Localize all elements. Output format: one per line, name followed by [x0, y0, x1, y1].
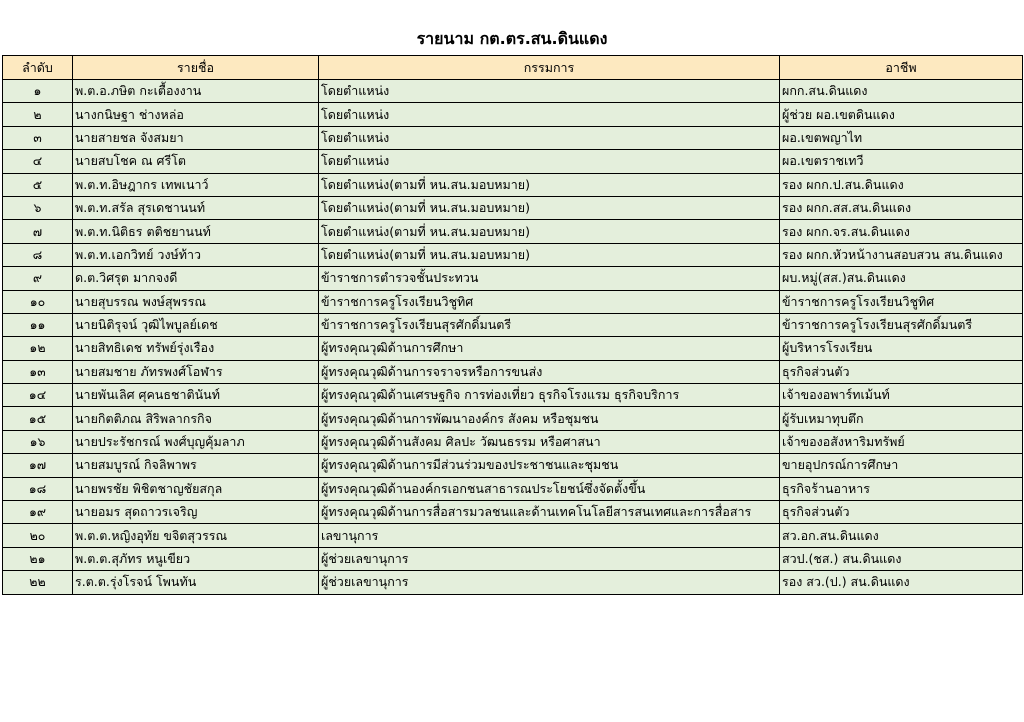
cell-committee: โดยตำแหน่ง(ตามที่ หน.สน.มอบหมาย) — [319, 243, 780, 266]
cell-committee: ผู้ทรงคุณวุฒิด้านองค์กรเอกชนสาธารณประโยชน์ซึ่งจัดตั้งขึ้น — [319, 477, 780, 500]
cell-occupation: รอง สว.(ป.) สน.ดินแดง — [780, 571, 1023, 594]
cell-committee: ผู้ทรงคุณวุฒิด้านการสื่อสารมวลชนและด้านเทคโนโลยีสารสนเทศและการสื่อสาร — [319, 501, 780, 524]
header-name: รายชื่อ — [73, 56, 319, 80]
table-row — [3, 430, 1023, 453]
cell-name: พ.ต.ท.เอกวิทย์ วงษ์ท้าว — [73, 243, 319, 266]
cell-occupation: ข้าราชการครูโรงเรียนสุรศักดิ์มนตรี — [780, 313, 1023, 336]
cell-committee: โดยตำแหน่ง — [319, 103, 780, 126]
table-row — [3, 407, 1023, 430]
table-header-row — [3, 56, 1023, 80]
table-row — [3, 220, 1023, 243]
cell-order: ๓ — [3, 126, 73, 149]
cell-occupation: ผอ.เขตพญาไท — [780, 126, 1023, 149]
cell-occupation: ผู้บริหารโรงเรียน — [780, 337, 1023, 360]
cell-order: ๑๒ — [3, 337, 73, 360]
cell-name: นายสมชาย ภัทรพงศ์โอฬาร — [73, 360, 319, 383]
cell-committee: ผู้ช่วยเลขานุการ — [319, 547, 780, 570]
table-row — [3, 384, 1023, 407]
cell-occupation: ผอ.เขตราชเทวี — [780, 150, 1023, 173]
cell-occupation: สว.อก.สน.ดินแดง — [780, 524, 1023, 547]
cell-occupation: ข้าราชการครูโรงเรียนวิชูทิศ — [780, 290, 1023, 313]
cell-occupation: ขายอุปกรณ์การศึกษา — [780, 454, 1023, 477]
cell-order: ๙ — [3, 267, 73, 290]
cell-committee: ผู้ทรงคุณวุฒิด้านการมีส่วนร่วมของประชาชนและชุมชน — [319, 454, 780, 477]
cell-committee: โดยตำแหน่ง(ตามที่ หน.สน.มอบหมาย) — [319, 196, 780, 219]
cell-order: ๑๘ — [3, 477, 73, 500]
cell-order: ๑๖ — [3, 430, 73, 453]
cell-order: ๖ — [3, 196, 73, 219]
cell-occupation: สวป.(ชส.) สน.ดินแดง — [780, 547, 1023, 570]
cell-name: ด.ต.วิศรุต มากจงดี — [73, 267, 319, 290]
cell-name: นายพันเลิศ ศุคนธชาตินันท์ — [73, 384, 319, 407]
cell-committee: โดยตำแหน่ง — [319, 80, 780, 103]
cell-name: นายนิติรุจน์ วุฒิไพบูลย์เดช — [73, 313, 319, 336]
table-row — [3, 477, 1023, 500]
table-row — [3, 243, 1023, 266]
cell-committee: ผู้ทรงคุณวุฒิด้านเศรษฐกิจ การท่องเที่ยว ธุรกิจโรงแรม ธุรกิจบริการ — [319, 384, 780, 407]
cell-occupation: ผบ.หมู่(สส.)สน.ดินแดง — [780, 267, 1023, 290]
cell-occupation: เจ้าของอพาร์ทเม้นท์ — [780, 384, 1023, 407]
cell-name: นายพรชัย พิชิตชาญชัยสกุล — [73, 477, 319, 500]
table-row — [3, 501, 1023, 524]
cell-committee: โดยตำแหน่ง — [319, 150, 780, 173]
cell-occupation: ธุรกิจส่วนตัว — [780, 501, 1023, 524]
cell-committee: โดยตำแหน่ง — [319, 126, 780, 149]
header-committee: กรรมการ — [319, 56, 780, 80]
cell-committee: เลขานุการ — [319, 524, 780, 547]
cell-name: นายประรัชกรณ์ พงศ์บุญคุ้มลาภ — [73, 430, 319, 453]
cell-committee: ข้าราชการครูโรงเรียนสุรศักดิ์มนตรี — [319, 313, 780, 336]
cell-order: ๑๐ — [3, 290, 73, 313]
cell-name: ร.ต.ต.รุ่งโรจน์ โพนทัน — [73, 571, 319, 594]
table-row — [3, 337, 1023, 360]
table-row — [3, 360, 1023, 383]
cell-order: ๑๙ — [3, 501, 73, 524]
cell-name: พ.ต.อ.ภษิต กะเตื้องงาน — [73, 80, 319, 103]
cell-occupation: ผู้ช่วย ผอ.เขตดินแดง — [780, 103, 1023, 126]
cell-occupation: รอง ผกก.สส.สน.ดินแดง — [780, 196, 1023, 219]
table-row — [3, 524, 1023, 547]
cell-committee: ผู้ทรงคุณวุฒิด้านการจราจรหรือการขนส่ง — [319, 360, 780, 383]
cell-occupation: ผกก.สน.ดินแดง — [780, 80, 1023, 103]
cell-order: ๒ — [3, 103, 73, 126]
cell-order: ๒๒ — [3, 571, 73, 594]
cell-name: พ.ต.ต.หญิงอุทัย ขจิตสุวรรณ — [73, 524, 319, 547]
cell-committee: ผู้ทรงคุณวุฒิด้านการพัฒนาองค์กร สังคม หรือชุมชน — [319, 407, 780, 430]
table-row — [3, 547, 1023, 570]
table-row — [3, 196, 1023, 219]
cell-name: นายสุบรรณ พงษ์สุพรรณ — [73, 290, 319, 313]
cell-committee: ผู้ทรงคุณวุฒิด้านการศึกษา — [319, 337, 780, 360]
table-row — [3, 267, 1023, 290]
cell-order: ๒๐ — [3, 524, 73, 547]
table-row — [3, 150, 1023, 173]
cell-order: ๑ — [3, 80, 73, 103]
table-row — [3, 454, 1023, 477]
page-title: รายนาม กต.ตร.สน.ดินแดง — [416, 29, 608, 48]
table-row — [3, 80, 1023, 103]
cell-order: ๑๑ — [3, 313, 73, 336]
cell-name: พ.ต.ท.สรัล สุรเดชานนท์ — [73, 196, 319, 219]
cell-occupation: รอง ผกก.จร.สน.ดินแดง — [780, 220, 1023, 243]
cell-name: นายสบโชค ณ ศรีโต — [73, 150, 319, 173]
table-row — [3, 571, 1023, 594]
cell-occupation: ธุรกิจร้านอาหาร — [780, 477, 1023, 500]
cell-committee: ข้าราชการตำรวจชั้นประทวน — [319, 267, 780, 290]
cell-occupation: ธุรกิจส่วนตัว — [780, 360, 1023, 383]
cell-committee: ข้าราชการครูโรงเรียนวิชูทิศ — [319, 290, 780, 313]
cell-name: นายสมบูรณ์ กิจลิพาพร — [73, 454, 319, 477]
cell-name: นายสิทธิเดช ทรัพย์รุ่งเรือง — [73, 337, 319, 360]
cell-order: ๔ — [3, 150, 73, 173]
cell-occupation: เจ้าของอสังหาริมทรัพย์ — [780, 430, 1023, 453]
table-row — [3, 103, 1023, 126]
table-row — [3, 173, 1023, 196]
cell-order: ๘ — [3, 243, 73, 266]
cell-order: ๑๔ — [3, 384, 73, 407]
cell-order: ๑๗ — [3, 454, 73, 477]
table-row — [3, 290, 1023, 313]
cell-occupation: รอง ผกก.ป.สน.ดินแดง — [780, 173, 1023, 196]
cell-occupation: ผู้รับเหมาทุบตึก — [780, 407, 1023, 430]
cell-committee: โดยตำแหน่ง(ตามที่ หน.สน.มอบหมาย) — [319, 220, 780, 243]
cell-name: พ.ต.ต.สุภัทร หนูเขียว — [73, 547, 319, 570]
cell-order: ๒๑ — [3, 547, 73, 570]
cell-order: ๑๓ — [3, 360, 73, 383]
table-row — [3, 313, 1023, 336]
table-row — [3, 126, 1023, 149]
cell-committee: ผู้ช่วยเลขานุการ — [319, 571, 780, 594]
cell-order: ๑๕ — [3, 407, 73, 430]
header-occupation: อาชีพ — [780, 56, 1023, 80]
cell-name: พ.ต.ท.อิษฎากร เทพเนาว์ — [73, 173, 319, 196]
header-order: ลำดับ — [3, 56, 73, 80]
roster-table — [2, 55, 1023, 595]
cell-name: พ.ต.ท.นิติธร ตติชยานนท์ — [73, 220, 319, 243]
table-body — [3, 80, 1023, 595]
cell-committee: โดยตำแหน่ง(ตามที่ หน.สน.มอบหมาย) — [319, 173, 780, 196]
cell-committee: ผู้ทรงคุณวุฒิด้านสังคม ศิลปะ วัฒนธรรม หรือศาสนา — [319, 430, 780, 453]
cell-name: นายกิตติภณ สิริพลากรกิจ — [73, 407, 319, 430]
cell-name: นายสายชล จังสมยา — [73, 126, 319, 149]
cell-name: นางกนิษฐา ช่างหล่อ — [73, 103, 319, 126]
cell-name: นายอมร สุดถาวรเจริญ — [73, 501, 319, 524]
cell-occupation: รอง ผกก.หัวหน้างานสอบสวน สน.ดินแดง — [780, 243, 1023, 266]
cell-order: ๗ — [3, 220, 73, 243]
cell-order: ๕ — [3, 173, 73, 196]
